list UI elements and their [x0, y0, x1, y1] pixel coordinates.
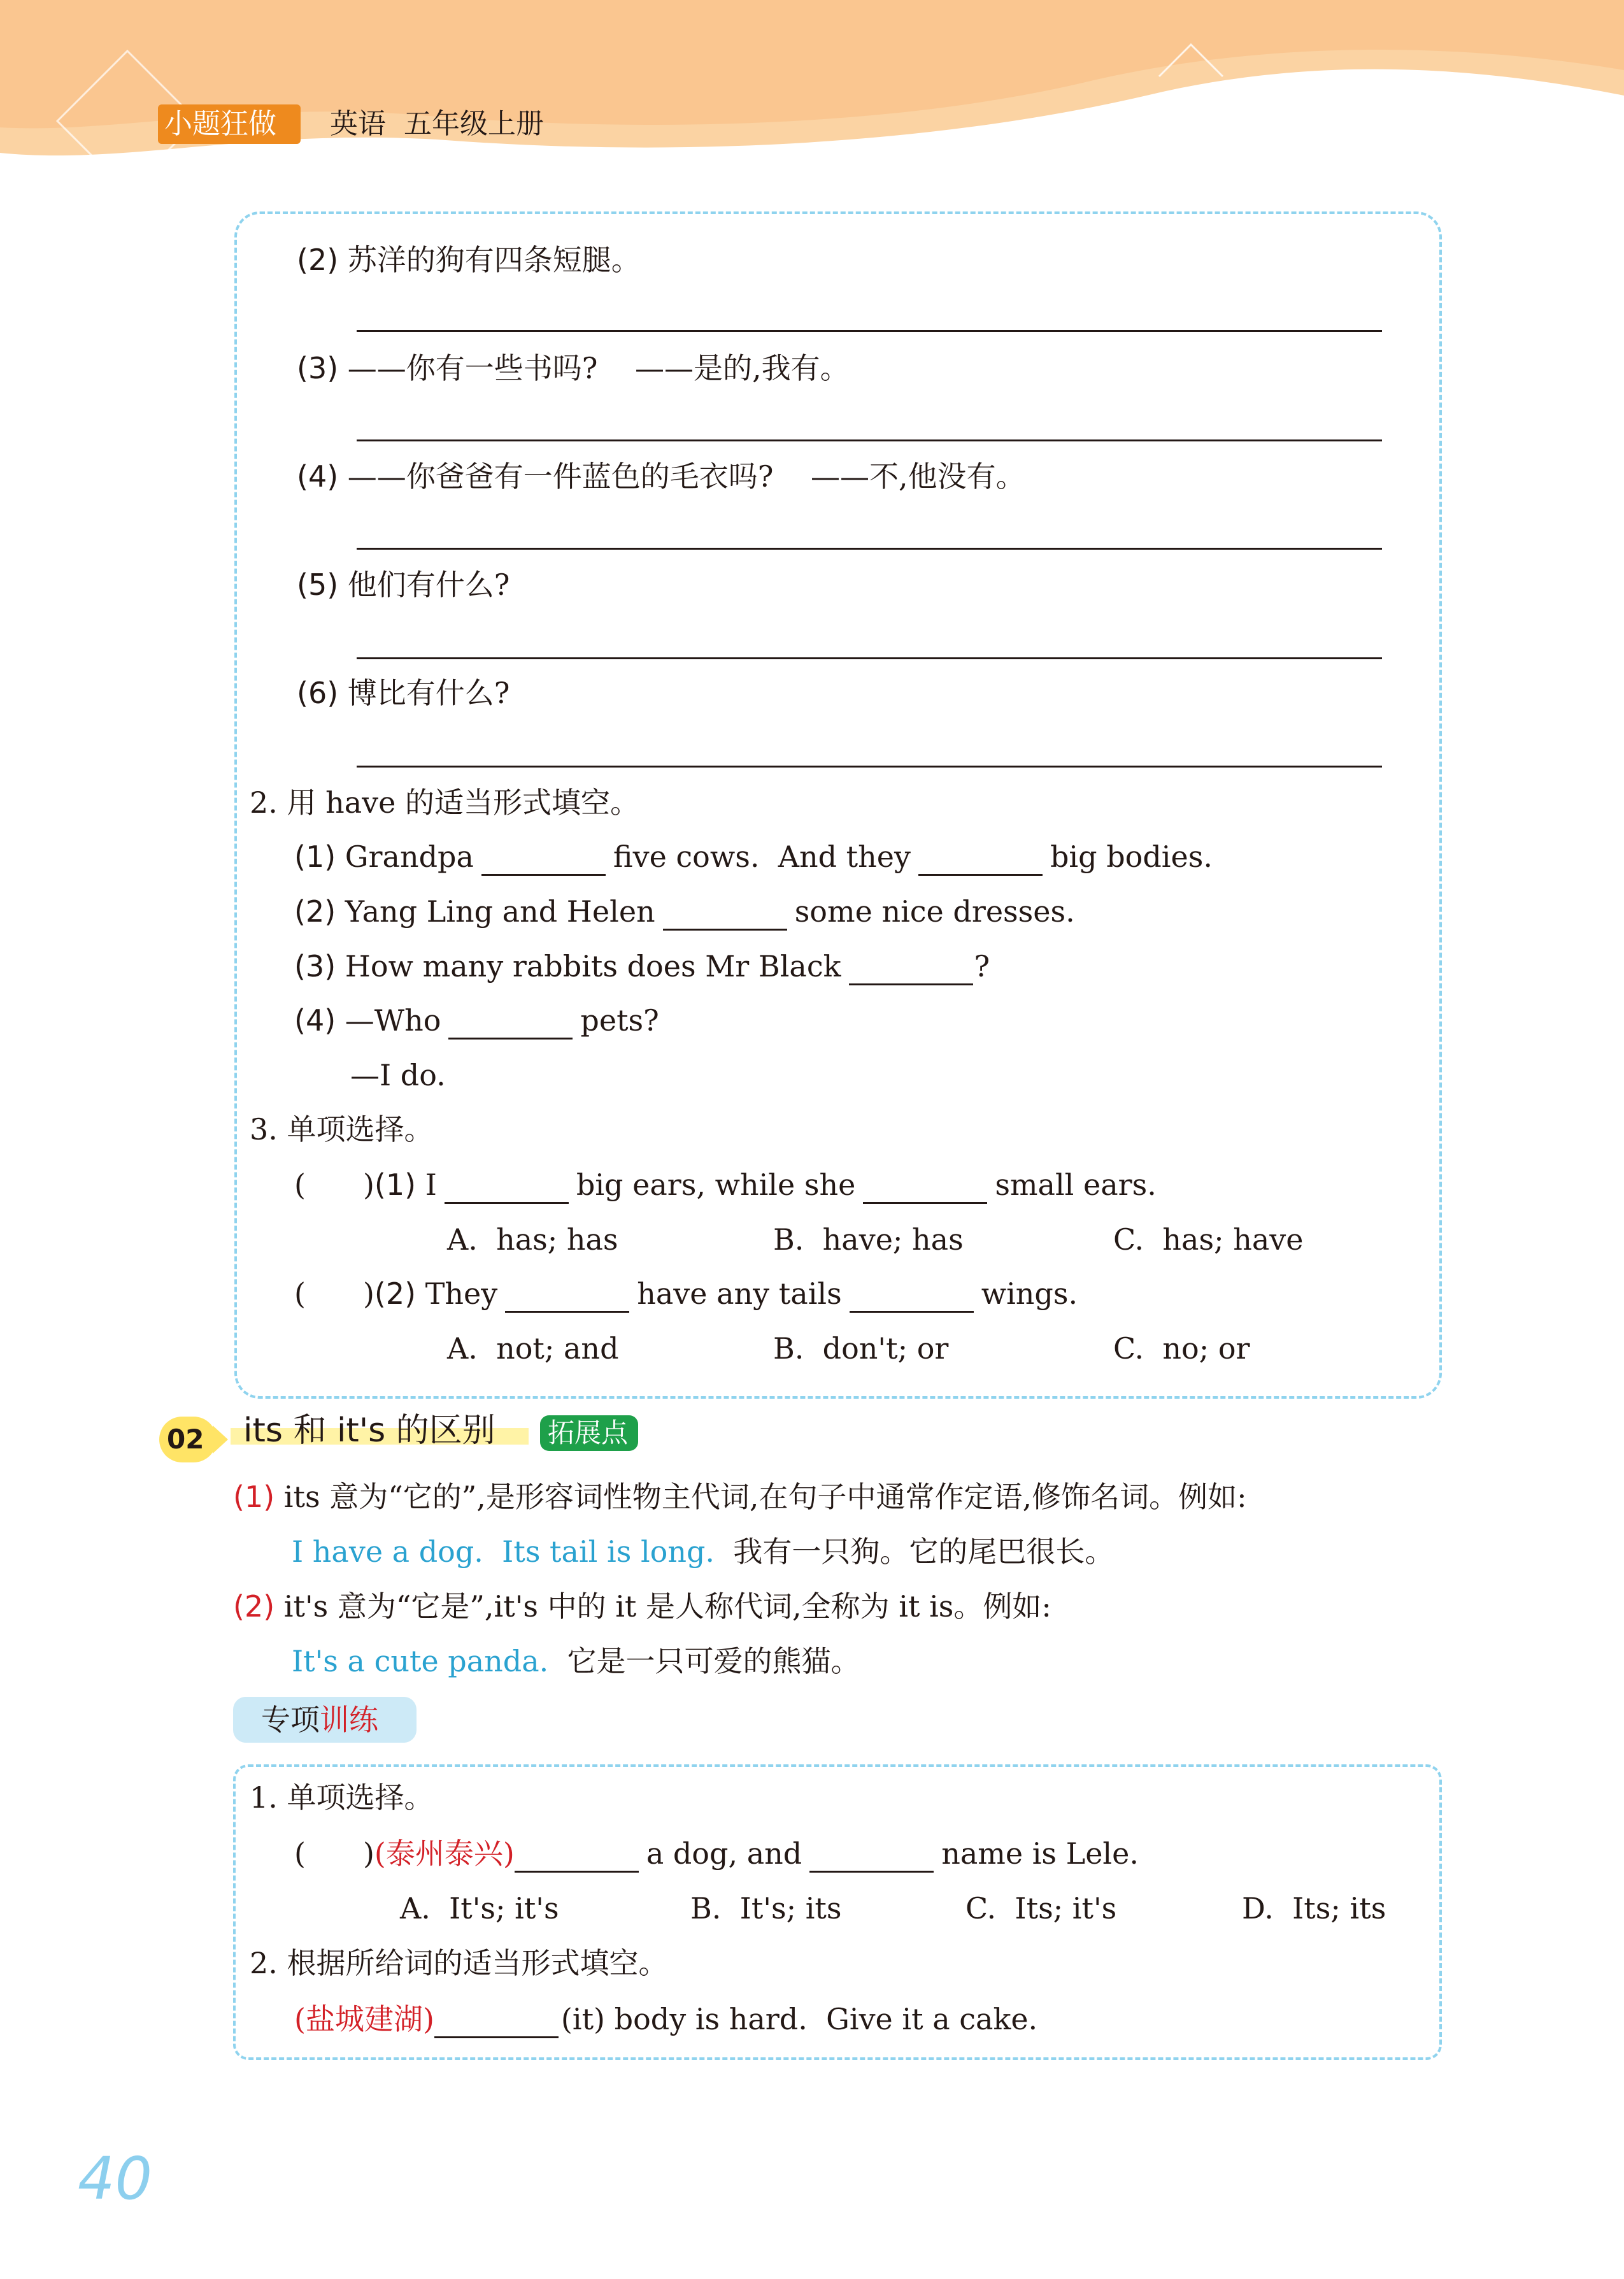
- answer-line[interactable]: [357, 439, 1382, 441]
- fill-item: (1) Grandpa five cows. And they big bodies.: [294, 838, 1213, 876]
- fill-blank[interactable]: [434, 2008, 559, 2038]
- answer-line[interactable]: [357, 657, 1382, 659]
- fill-item: (2) Yang Ling and Helen some nice dresses.: [294, 892, 1075, 931]
- option-b[interactable]: B. don't; or: [773, 1331, 949, 1366]
- section-arrow-icon: [213, 1425, 228, 1454]
- extension-tag-label: 拓展点: [548, 1417, 629, 1448]
- answer-line[interactable]: [357, 330, 1382, 332]
- option-b[interactable]: B. have; has: [773, 1222, 964, 1257]
- translation-item: (3) ——你有一些书吗? ——是的,我有。: [297, 351, 850, 385]
- fill-item: (4) —Who pets?: [294, 1001, 659, 1039]
- fill-blank[interactable]: [863, 1174, 987, 1204]
- option-c[interactable]: C. has; have: [1113, 1222, 1304, 1257]
- source-tag: (泰州泰兴): [374, 1836, 515, 1871]
- translation-item: (5) 他们有什么?: [297, 568, 510, 602]
- option-b[interactable]: B. It's; its: [690, 1891, 842, 1925]
- choice-item: ( )(泰州泰兴) a dog, and name is Lele.: [294, 1834, 1139, 1873]
- grammar-point: (2) it's 意为“它是”,it's 中的 it 是人称代词,全称为 it is。例如:: [233, 1589, 1051, 1624]
- fill-blank[interactable]: [663, 901, 787, 931]
- series-badge-label: 小题狂做: [164, 108, 276, 140]
- choice-item: ( )(2) They have any tails wings.: [294, 1275, 1078, 1313]
- box2-question-1-title: 1. 单项选择。: [250, 1780, 434, 1815]
- answer-line[interactable]: [357, 766, 1382, 768]
- fill-blank[interactable]: [481, 846, 606, 876]
- option-a[interactable]: A. It's; it's: [400, 1891, 559, 1925]
- option-c[interactable]: C. Its; it's: [965, 1891, 1117, 1925]
- translation-item: (6) 博比有什么?: [297, 676, 510, 710]
- fill-blank[interactable]: [850, 1283, 974, 1313]
- dialogue-reply: —I do.: [350, 1058, 446, 1092]
- section-number: 02: [167, 1424, 204, 1455]
- fill-item: (3) How many rabbits does Mr Black ?: [294, 947, 990, 985]
- box2-question-2-title: 2. 根据所给词的适当形式填空。: [250, 1946, 668, 1980]
- question-3-title: 3. 单项选择。: [250, 1112, 434, 1147]
- fill-blank[interactable]: [515, 1843, 639, 1873]
- training-label: 专项训练: [261, 1703, 378, 1737]
- example-sentence: It's a cute panda. 它是一只可爱的熊猫。: [292, 1644, 860, 1678]
- fill-blank[interactable]: [445, 1174, 569, 1204]
- fill-blank[interactable]: [918, 846, 1043, 876]
- option-a[interactable]: A. not; and: [447, 1331, 619, 1366]
- fill-blank[interactable]: [505, 1283, 629, 1313]
- translation-item: (2) 苏洋的狗有四条短腿。: [297, 243, 641, 277]
- book-subject: 英语 五年级上册: [330, 108, 544, 140]
- option-d[interactable]: D. Its; its: [1242, 1891, 1386, 1925]
- question-2-title: 2. 用 have 的适当形式填空。: [250, 785, 640, 820]
- page-number: 40: [78, 2145, 153, 2213]
- option-a[interactable]: A. has; has: [447, 1222, 618, 1257]
- example-sentence: I have a dog. Its tail is long. 我有一只狗。它的尾巴很长。: [292, 1534, 1115, 1569]
- grammar-point: (1) its 意为“它的”,是形容词性物主代词,在句子中通常作定语,修饰名词。例如:: [233, 1480, 1247, 1514]
- option-c[interactable]: C. no; or: [1113, 1331, 1250, 1366]
- answer-line[interactable]: [357, 548, 1382, 550]
- fill-blank[interactable]: [809, 1843, 934, 1873]
- section-title: its 和 it's 的区别: [243, 1411, 495, 1450]
- fill-blank[interactable]: [448, 1010, 573, 1039]
- source-tag: (盐城建湖): [294, 2002, 434, 2036]
- translation-item: (4) ——你爸爸有一件蓝色的毛衣吗? ——不,他没有。: [297, 459, 1025, 494]
- fill-blank[interactable]: [849, 955, 973, 985]
- choice-item: ( )(1) I big ears, while she small ears.: [294, 1166, 1157, 1204]
- fill-item: (盐城建湖) (it) body is hard. Give it a cake.: [294, 2000, 1037, 2038]
